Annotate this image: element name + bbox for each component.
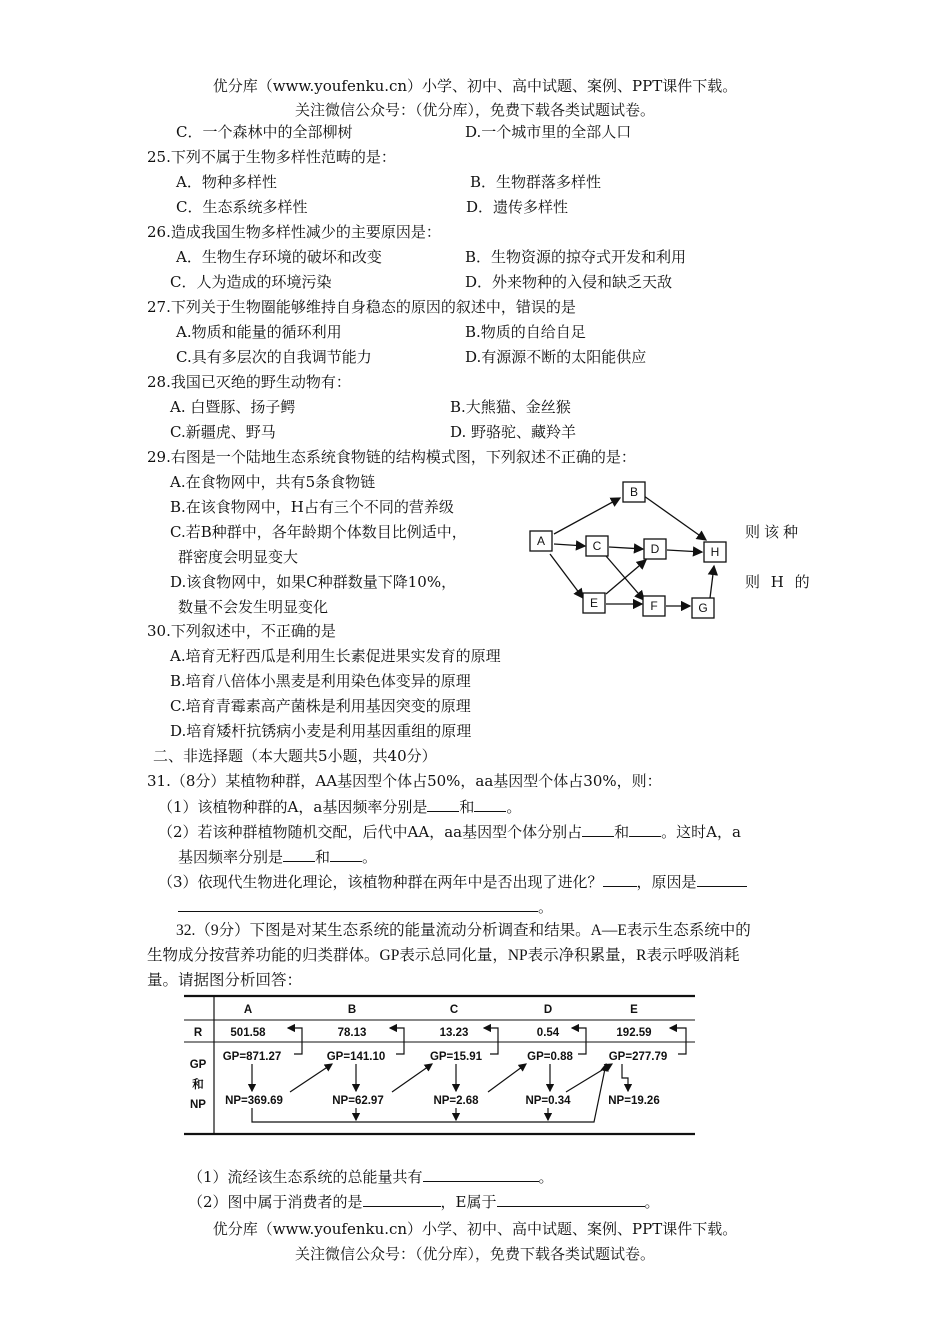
q29-option-d: D.该食物网中，如果C种群数量下降10%，: [170, 573, 457, 591]
q29-option-d-tail: 则 H 的: [745, 573, 813, 591]
q31-part2-cont-end: 。: [362, 848, 378, 866]
q31-part2-cont: [178, 846, 377, 867]
q32-stem-line2: 生物成分按营养功能的归类群体。GP表示总同化量，NP表示净积累量，R表示呼吸消耗: [147, 947, 740, 964]
q29-option-d-cont: 数量不会发生明显变化: [178, 598, 329, 616]
row-label-r: R: [193, 1027, 203, 1039]
q26-option-c: C．人为造成的环境污染: [170, 273, 332, 291]
gp-value-a: GP=871.27: [222, 1051, 282, 1063]
q31-part2: [158, 821, 741, 842]
gp-value-c: GP=15.91: [429, 1051, 483, 1063]
q28-option-a: A. 白暨豚、扬子鳄: [170, 398, 296, 416]
q29-option-c: C.若B种群中，各年龄期个体数目比例适中，: [170, 523, 467, 541]
arrow-gp-r-b: [390, 1028, 404, 1054]
q31-blank-5[interactable]: [283, 846, 315, 862]
q26-option-b: B．生物资源的掠夺式开发和利用: [465, 248, 687, 266]
arrow-gp-r-d: [572, 1028, 586, 1054]
arrow-b-to-c: [392, 1064, 432, 1092]
q30-option-d: D.培育矮杆抗锈病小麦是利用基因重组的原理: [170, 722, 472, 740]
row-label-and: 和: [192, 1079, 204, 1091]
q32-part1: [188, 1166, 554, 1187]
col-header-e: E: [630, 1004, 638, 1016]
q27-option-a: A.物质和能量的循环利用: [176, 323, 342, 341]
col-header-c: C: [449, 1004, 459, 1016]
r-value-e: 192.59: [616, 1027, 652, 1039]
q31-part1-text: （1）该植物种群的A，a基因频率分别是: [158, 798, 428, 816]
r-value-c: 13.23: [439, 1027, 469, 1039]
edge-b-h: [644, 496, 706, 540]
page-footer-line2: 关注微信公众号：（优分库），免费下载各类试题试卷。: [294, 1245, 655, 1263]
q31-blank-2[interactable]: [474, 796, 506, 812]
q31-part3-text: （3）依现代生物进化理论，该植物种群在两年中是否出现了进化？: [158, 873, 603, 891]
q29-option-c-cont: 群密度会明显变大: [178, 548, 299, 566]
q29-option-b: B.在该食物网中，H占有三个不同的营养级: [170, 498, 454, 516]
q32-part2-end: 。: [644, 1193, 660, 1211]
col-header-b: B: [347, 1004, 357, 1016]
r-value-b: 78.13: [337, 1027, 367, 1039]
q30-option-c: C.培育青霉素高产菌株是利用基因突变的原理: [170, 697, 471, 715]
gp-value-b: GP=141.10: [326, 1051, 386, 1063]
q28-stem: 28.我国已灭绝的野生动物有：: [147, 373, 351, 391]
node-h: H: [710, 545, 720, 559]
arrow-a-to-b: [290, 1064, 332, 1092]
q28-option-c: C.新疆虎、野马: [170, 423, 276, 441]
energy-flow-table: [182, 994, 697, 1140]
q27-stem: 27.下列关于生物圈能够维持自身稳态的原因的叙述中，错误的是: [147, 298, 576, 316]
q31-part1-end: 。: [506, 798, 522, 816]
q32-stem-line3: 量。请据图分析回答：: [147, 972, 303, 989]
section-2-heading: 二、非选择题（本大题共5小题，共40分）: [153, 747, 437, 765]
row-label-gp: GP: [189, 1059, 207, 1071]
edge-a-b: [554, 498, 620, 534]
q31-stem: 31.（8分）某植物种群，AA基因型个体占50%，aa基因型个体占30%，则：: [147, 772, 662, 790]
q26-option-a: A．生物生存环境的破坏和改变: [176, 248, 382, 266]
q24-option-c: C．一个森林中的全部柳树: [176, 123, 353, 141]
q31-part3-reason: ，原因是: [636, 873, 697, 891]
food-web-diagram: [520, 476, 740, 626]
np-value-c: NP=2.68: [433, 1095, 479, 1107]
q29-option-c-tail: 则该种: [745, 523, 803, 541]
np-value-b: NP=62.97: [332, 1095, 384, 1107]
q30-option-b: B.培育八倍体小黑麦是利用染色体变异的原理: [170, 672, 471, 690]
q25-option-d: D．遗传多样性: [466, 198, 569, 216]
arrow-gp-r-e: [670, 1028, 686, 1054]
q32-blank-2[interactable]: [363, 1191, 441, 1207]
node-c: C: [592, 539, 602, 553]
q26-stem: 26.造成我国生物多样性减少的主要原因是：: [147, 223, 441, 241]
node-f: F: [650, 599, 658, 613]
q31-blank-6[interactable]: [330, 846, 362, 862]
edge-a-e: [550, 554, 583, 598]
page-header-line1: 优分库（www.youfenku.cn）小学、初中、高中试题、案例、PPT课件下载。: [212, 77, 738, 95]
edge-d-h: [667, 550, 702, 552]
q31-blank-4[interactable]: [629, 821, 661, 837]
q32-part2-text: （2）图中属于消费者的是: [188, 1193, 363, 1211]
arrow-gp-r-c: [484, 1028, 498, 1054]
q31-part2-cont-and: 和: [315, 848, 331, 866]
np-value-d: NP=0.34: [525, 1095, 571, 1107]
edge-e-d: [606, 560, 646, 594]
q32-blank-1[interactable]: [423, 1166, 539, 1182]
q28-option-b: B.大熊猫、金丝猴: [450, 398, 571, 416]
node-a: A: [536, 534, 546, 548]
q27-option-b: B.物质的自给自足: [465, 323, 586, 341]
row-label-np: NP: [190, 1099, 206, 1111]
q25-option-a: A．物种多样性: [176, 173, 277, 191]
node-g: G: [698, 601, 708, 615]
r-value-a: 501.58: [230, 1027, 266, 1039]
q25-stem: 25.下列不属于生物多样性范畴的是：: [147, 148, 396, 166]
q31-blank-3[interactable]: [582, 821, 614, 837]
page-footer-line1: 优分库（www.youfenku.cn）小学、初中、高中试题、案例、PPT课件下载。: [212, 1220, 738, 1238]
r-value-d: 0.54: [536, 1027, 560, 1039]
q31-part3: [158, 871, 747, 892]
col-header-a: A: [243, 1004, 253, 1016]
q32-part2-mid: ，E属于: [440, 1193, 497, 1211]
edge-a-c: [554, 544, 585, 546]
gp-value-d: GP=0.88: [527, 1051, 573, 1063]
q26-option-d: D．外来物种的入侵和缺乏天敌: [465, 273, 673, 291]
q32-part1-end: 。: [538, 1168, 554, 1186]
q27-option-c: C.具有多层次的自我调节能力: [176, 348, 372, 366]
q31-part1-and: 和: [459, 798, 475, 816]
q31-part2-mid: 。这时A，a: [661, 823, 741, 841]
node-d: D: [650, 542, 660, 556]
q30-stem: 30.下列叙述中，不正确的是: [147, 622, 336, 640]
q31-part3-end: 。: [538, 898, 554, 916]
q30-option-a: A.培育无籽西瓜是利用生长素促进果实发育的原理: [170, 647, 501, 665]
q27-option-d: D.有源源不断的太阳能供应: [465, 348, 647, 366]
q31-part3-cont: [178, 896, 553, 917]
arrow-gp-r-a: [288, 1028, 302, 1054]
q32-blank-3[interactable]: [497, 1191, 645, 1207]
q31-part1: [158, 796, 521, 817]
q31-blank-7[interactable]: [603, 871, 637, 887]
np-value-a: NP=369.69: [225, 1095, 283, 1107]
q31-blank-9[interactable]: [178, 896, 538, 912]
q31-blank-8[interactable]: [697, 871, 747, 887]
q32-stem-line1: 32.（9分）下图是对某生态系统的能量流动分析调查和结果。A—E表示生态系统中的: [176, 922, 751, 939]
q24-option-d: D.一个城市里的全部人口: [465, 123, 632, 141]
gp-value-e: GP=277.79: [608, 1051, 668, 1063]
q32-part1-text: （1）流经该生态系统的总能量共有: [188, 1168, 423, 1186]
edge-c-d: [609, 547, 643, 549]
arrow-all-to-e: [252, 1064, 606, 1122]
q25-option-b: B．生物群落多样性: [470, 173, 602, 191]
q31-blank-1[interactable]: [427, 796, 459, 812]
node-e: E: [589, 596, 599, 610]
np-value-e: NP=19.26: [608, 1095, 660, 1107]
q31-part2-and: 和: [614, 823, 630, 841]
q29-option-a: A.在食物网中，共有5条食物链: [170, 473, 376, 491]
node-b: B: [629, 485, 639, 499]
q31-part2-cont-text: 基因频率分别是: [178, 848, 284, 866]
arrow-c-to-d: [488, 1064, 526, 1092]
q32-part2: [188, 1191, 660, 1212]
q25-option-c: C．生态系统多样性: [176, 198, 308, 216]
edge-g-h: [710, 566, 714, 598]
q28-option-d: D. 野骆驼、藏羚羊: [450, 423, 577, 441]
q29-stem: 29.右图是一个陆地生态系统食物链的结构模式图，下列叙述不正确的是：: [147, 448, 636, 466]
page-header-line2: 关注微信公众号：（优分库），免费下载各类试题试卷。: [294, 101, 655, 119]
col-header-d: D: [543, 1004, 553, 1016]
arrow-gp-np-e: [622, 1064, 628, 1091]
q31-part2-text: （2）若该种群植物随机交配，后代中AA，aa基因型个体分别占: [158, 823, 583, 841]
